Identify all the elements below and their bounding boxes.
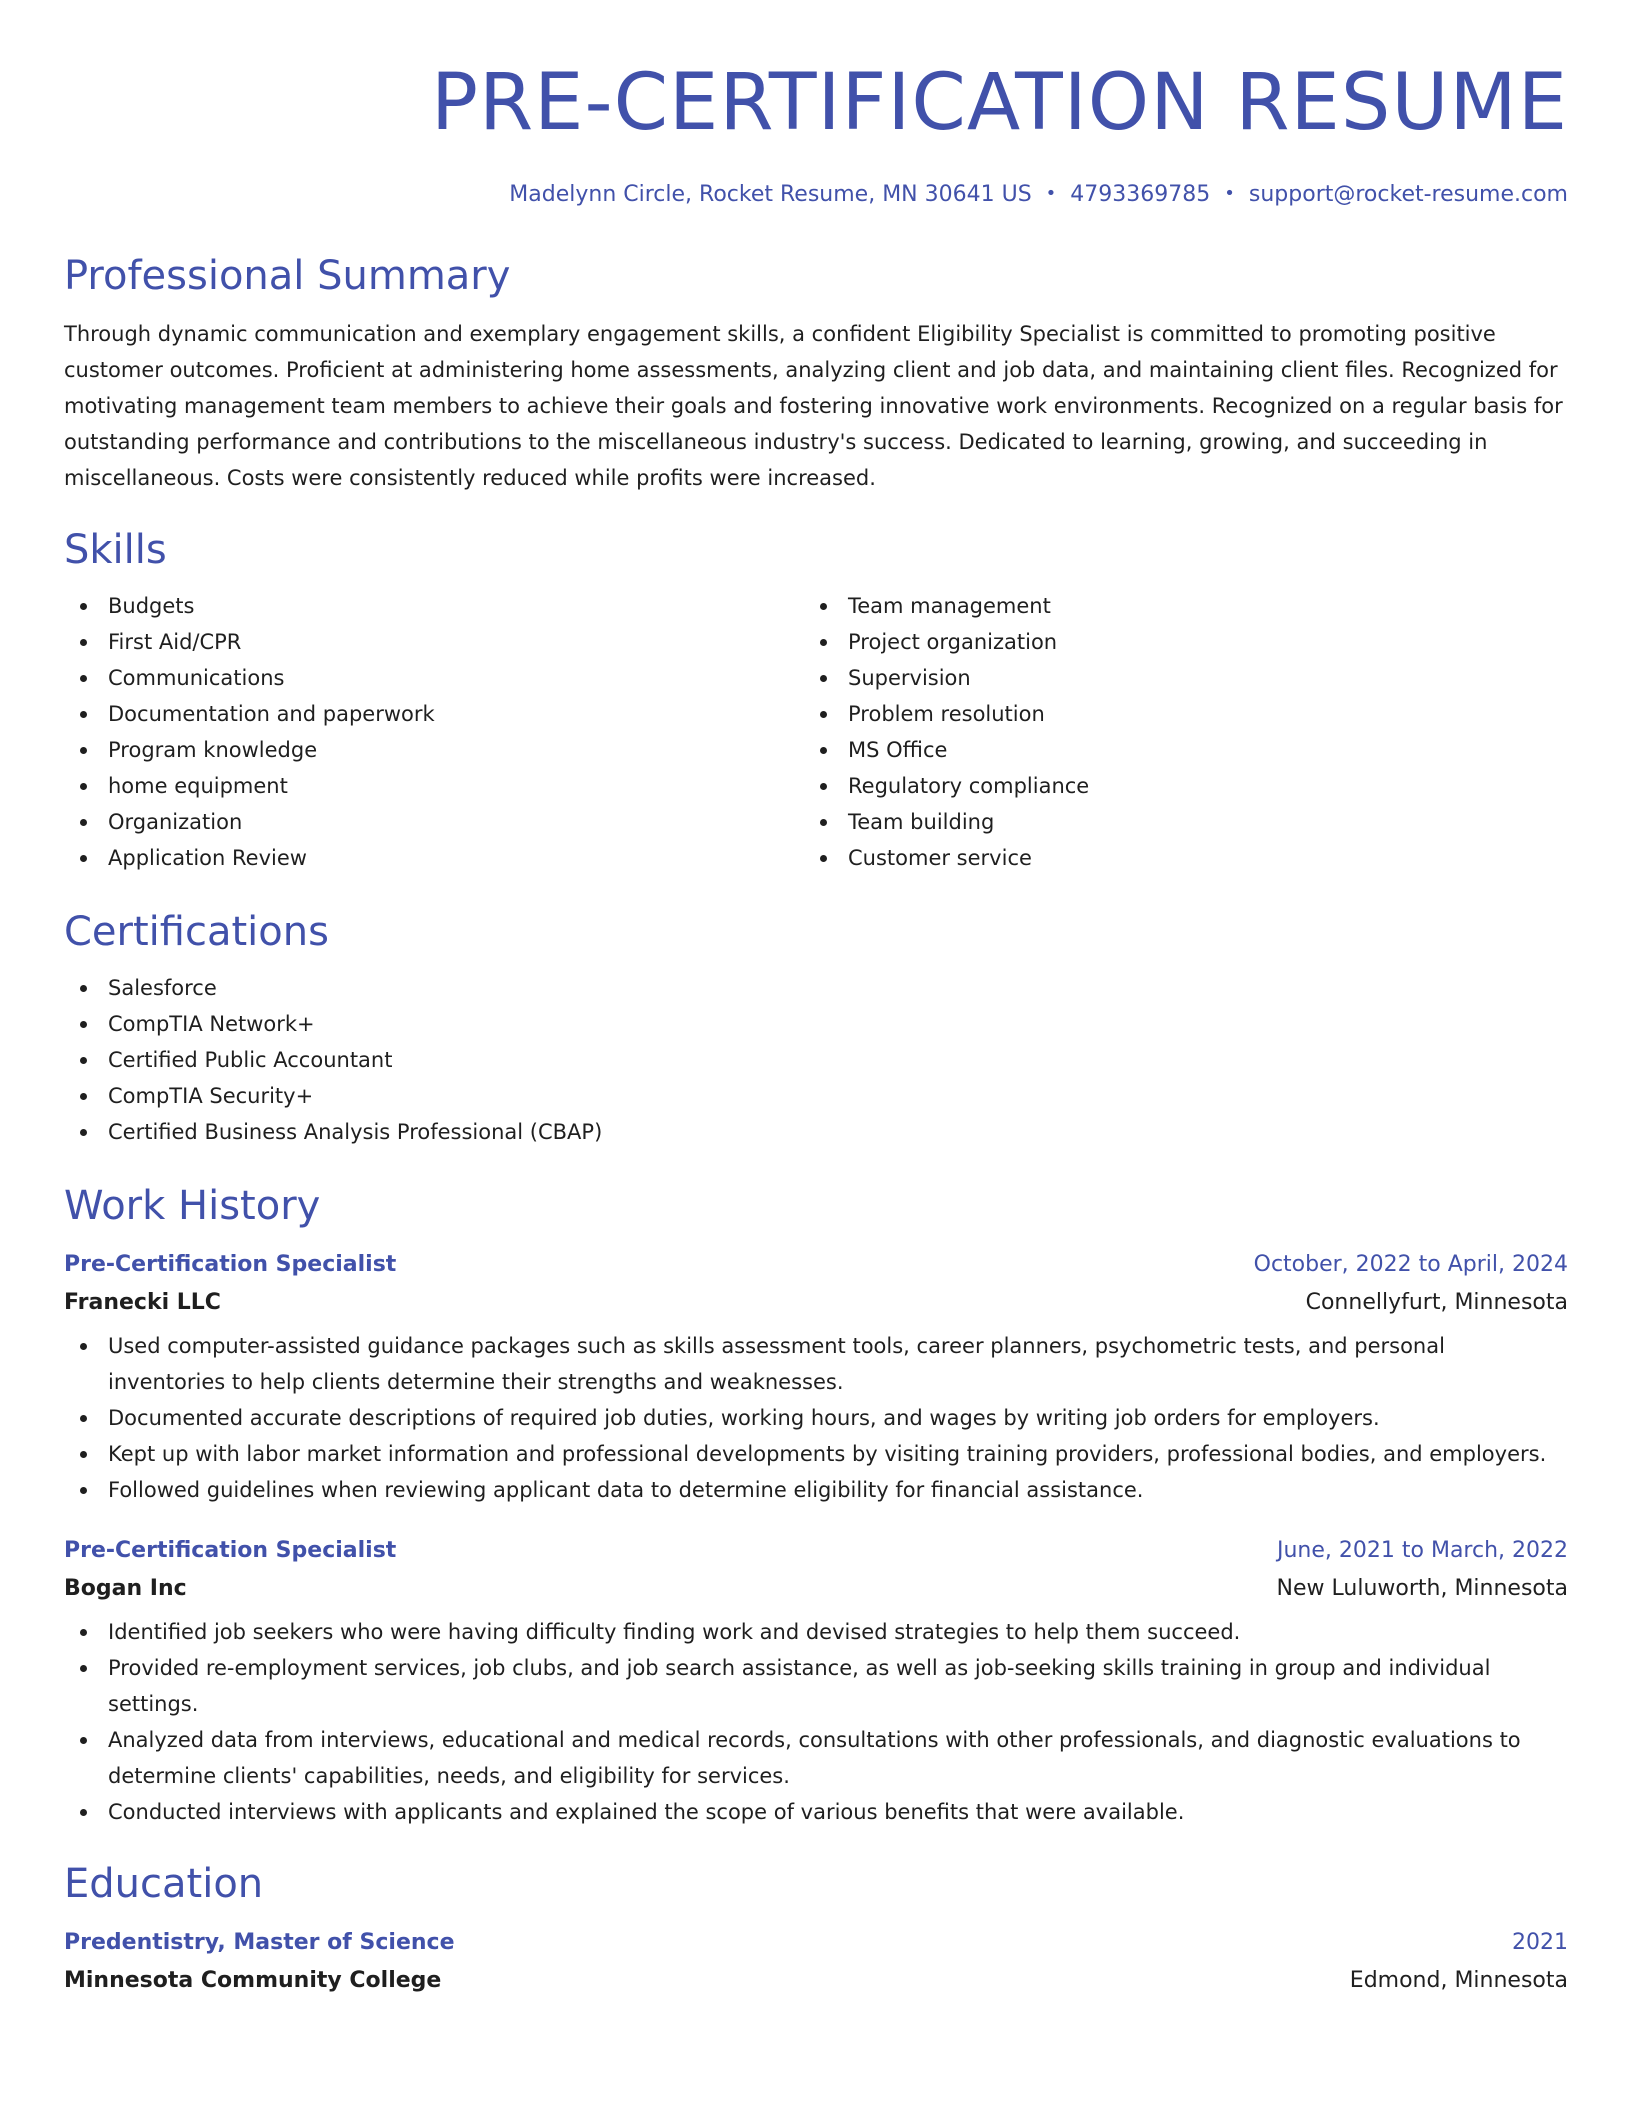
- education-degree: Predentistry, Master of Science: [64, 1930, 455, 1955]
- job-title: Pre-Certification Specialist: [64, 1252, 397, 1277]
- job-duty-item: Kept up with labor market information and professional developments by visiting training providers, professional bodies, and employers.: [64, 1436, 1568, 1472]
- education-school-row: [64, 1970, 1568, 1992]
- contact-separator: •: [1224, 183, 1235, 204]
- job-company-row: [64, 1578, 1568, 1600]
- job-entry: [64, 1254, 1568, 1508]
- certification-item: CompTIA Network+: [64, 1006, 1568, 1042]
- job-company: Franecki LLC: [64, 1290, 221, 1315]
- skills-list: [64, 588, 1568, 876]
- job-header: [64, 1254, 1568, 1276]
- job-location: Connellyfurt, Minnesota: [1305, 1290, 1568, 1315]
- contact-address: Madelynn Circle, Rocket Resume, MN 30641 US: [509, 182, 1032, 207]
- resume-title: PRE-CERTIFICATION RESUME: [430, 58, 1568, 148]
- education-heading: Education: [64, 1861, 264, 1907]
- job-duty-item: Documented accurate descriptions of required job duties, working hours, and wages by writing job orders for employers.: [64, 1400, 1568, 1436]
- skill-item: Communications: [64, 660, 804, 696]
- job-company: Bogan Inc: [64, 1576, 187, 1601]
- job-duty-item: Followed guidelines when reviewing applicant data to determine eligibility for financial assistance.: [64, 1472, 1568, 1508]
- job-title: Pre-Certification Specialist: [64, 1538, 397, 1563]
- certifications-heading: Certifications: [64, 909, 329, 955]
- skill-item: Regulatory compliance: [804, 768, 1544, 804]
- skills-column-right: [804, 588, 1544, 876]
- skill-item: Customer service: [804, 840, 1544, 876]
- skill-item: Project organization: [804, 624, 1544, 660]
- education-year: 2021: [1512, 1930, 1568, 1955]
- education-school: Minnesota Community College: [64, 1968, 442, 1993]
- education-entry: [64, 1932, 1568, 1992]
- skills-heading: Skills: [64, 527, 167, 573]
- contact-line: [64, 184, 1568, 206]
- job-duty-item: Analyzed data from interviews, educational and medical records, consultations with other professionals, and diagnostic evaluations to determine clients' capabilities, needs, and eligibility for services.: [64, 1722, 1568, 1794]
- certification-item: Certified Business Analysis Professional (CBAP): [64, 1114, 1568, 1150]
- job-entry: [64, 1540, 1568, 1830]
- job-duty-item: Used computer-assisted guidance packages such as skills assessment tools, career planners, psychometric tests, and personal inventories to help clients determine their strengths and weaknesses.: [64, 1328, 1568, 1400]
- work-history-heading: Work History: [64, 1183, 321, 1229]
- job-duty-item: Conducted interviews with applicants and explained the scope of various benefits that were available.: [64, 1794, 1568, 1830]
- certifications-list: [64, 970, 1568, 1150]
- skill-item: MS Office: [804, 732, 1544, 768]
- job-duty-item: Identified job seekers who were having difficulty finding work and devised strategies to help them succeed.: [64, 1614, 1568, 1650]
- contact-separator: •: [1045, 183, 1057, 204]
- job-dates: June, 2021 to March, 2022: [1277, 1538, 1568, 1563]
- certification-item: Salesforce: [64, 970, 1568, 1006]
- contact-email[interactable]: support@rocket-resume.com: [1248, 182, 1568, 207]
- job-header: [64, 1540, 1568, 1562]
- skill-item: Documentation and paperwork: [64, 696, 804, 732]
- skill-item: Budgets: [64, 588, 804, 624]
- skill-item: Supervision: [804, 660, 1544, 696]
- education-location: Edmond, Minnesota: [1349, 1968, 1568, 1993]
- skill-item: home equipment: [64, 768, 804, 804]
- job-duties-list: [64, 1328, 1568, 1508]
- skill-item: Team management: [804, 588, 1544, 624]
- job-duties-list: [64, 1614, 1568, 1830]
- skills-column-left: [64, 588, 804, 876]
- contact-phone: 4793369785: [1070, 182, 1211, 207]
- certification-item: Certified Public Accountant: [64, 1042, 1568, 1078]
- job-company-row: [64, 1292, 1568, 1314]
- skill-item: Program knowledge: [64, 732, 804, 768]
- certification-item: CompTIA Security+: [64, 1078, 1568, 1114]
- skill-item: Organization: [64, 804, 804, 840]
- job-location: New Luluworth, Minnesota: [1276, 1576, 1568, 1601]
- job-duty-item: Provided re-employment services, job clubs, and job search assistance, as well as job-seeking skills training in group and individual settings.: [64, 1650, 1568, 1722]
- skill-item: First Aid/CPR: [64, 624, 804, 660]
- education-header: [64, 1932, 1568, 1954]
- skill-item: Problem resolution: [804, 696, 1544, 732]
- skill-item: Team building: [804, 804, 1544, 840]
- summary-heading: Professional Summary: [64, 253, 511, 299]
- job-dates: October, 2022 to April, 2024: [1253, 1252, 1568, 1277]
- summary-text: Through dynamic communication and exemplary engagement skills, a confident Eligibility Specialist is committed to promoting positive customer outcomes. Proficient at administering home assessments, analyzing client and job data, and maintaining client files. Recognized for motivating management team members to achieve their goals and fostering innovative work environments. Recognized on a regular basis for outstanding performance and contributions to the miscellaneous industry's success. Dedicated to learning, growing, and succeeding in miscellaneous. Costs were consistently reduced while profits were increased.: [64, 322, 1563, 490]
- skill-item: Application Review: [64, 840, 804, 876]
